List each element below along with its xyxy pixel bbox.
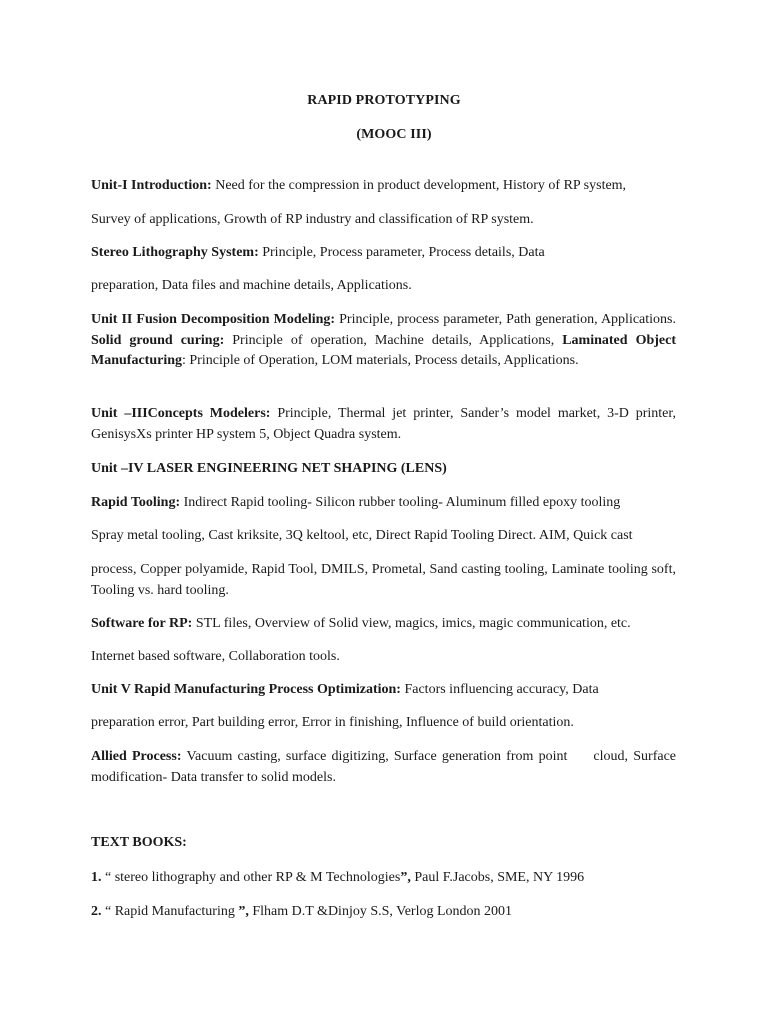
allied-label: Allied Process: (91, 749, 182, 764)
document-subtitle: (MOOC III) (356, 127, 432, 142)
unit3-label: Unit –IIIConcepts Modelers: (91, 406, 271, 421)
unit2-paragraph (91, 310, 676, 372)
unit2-text1: Principle, process parameter, Path generation, Applications. (335, 312, 676, 327)
tooling-line1 (91, 493, 676, 514)
software-text1: STL files, Overview of Solid view, magics, imics, magic communication, etc. (192, 616, 631, 631)
unit5-label: Unit V Rapid Manufacturing Process Optimization: (91, 682, 401, 697)
textbooks-heading: TEXT BOOKS: (91, 835, 187, 850)
unit5-line1 (91, 680, 676, 701)
unit2-text3: : Principle of Operation, LOM materials, Process details, Applications. (182, 353, 579, 368)
tooling-line2: Spray metal tooling, Cast kriksite, 3Q keltool, etc, Direct Rapid Tooling Direct. AIM, Quick cast (91, 528, 633, 543)
tooling-line3: process, Copper polyamide, Rapid Tool, DMILS, Prometal, Sand casting tooling, Laminate tooling soft, Tooling vs. hard tooling. (91, 562, 676, 598)
unit5-line2: preparation error, Part building error, Error in finishing, Influence of build orientation. (91, 715, 574, 730)
allied-paragraph (91, 747, 676, 788)
document-title: RAPID PROTOTYPING (307, 93, 461, 108)
tooling-label: Rapid Tooling: (91, 495, 181, 510)
unit2-text2: Principle of operation, Machine details, Applications, (224, 332, 563, 348)
textbook-2-author: Flham D.T &Dinjoy S.S, Verlog London 2001 (248, 904, 513, 919)
unit1-label: Unit-I Introduction: (91, 178, 212, 193)
software-line2: Internet based software, Collaboration tools. (91, 649, 340, 664)
unit2-label: Unit II Fusion Decomposition Modeling: (91, 312, 336, 327)
allied-text: Vacuum casting, surface digitizing, Surface generation from point cloud, Surface modification- Data transfer to solid models. (91, 749, 676, 785)
software-label: Software for RP: (91, 616, 193, 631)
unit1-line1 (91, 176, 676, 197)
unit1-text1: Need for the compression in product development, History of RP system, (211, 178, 627, 193)
unit3-text: Principle, Thermal jet printer, Sander’s model market, 3-D printer, GenisysXs printer HP system 5, Object Quadra system. (91, 406, 677, 442)
unit3-paragraph (91, 404, 676, 445)
stereo-line1 (91, 243, 676, 264)
stereo-label: Stereo Lithography System: (91, 245, 259, 260)
solid-ground-label: Solid ground curing: (91, 332, 225, 348)
unit5-text1: Factors influencing accuracy, Data (400, 682, 599, 697)
tooling-text1: Indirect Rapid tooling- Silicon rubber tooling- Aluminum filled epoxy tooling (180, 495, 621, 510)
textbook-2 (91, 902, 676, 923)
textbook-1 (91, 868, 676, 889)
stereo-text1: Principle, Process parameter, Process details, Data (258, 245, 545, 260)
textbook-1-author: Paul F.Jacobs, SME, NY 1996 (410, 870, 585, 885)
software-line1 (91, 614, 676, 635)
textbook-2-number: 2. (91, 904, 102, 919)
lom-label: Laminated Object Manufacturing (91, 332, 676, 368)
textbook-1-close-quote: ”, (400, 870, 411, 885)
textbook-2-title: “ Rapid Manufacturing (101, 904, 239, 919)
textbook-1-title: “ stereo lithography and other RP & M Technologies (101, 870, 401, 885)
textbook-1-number: 1. (91, 870, 102, 885)
textbook-2-close-quote: ”, (238, 904, 249, 919)
unit4-heading: Unit –IV LASER ENGINEERING NET SHAPING (LENS) (91, 461, 447, 476)
stereo-line2: preparation, Data files and machine details, Applications. (91, 278, 412, 293)
unit1-line2: Survey of applications, Growth of RP industry and classification of RP system. (91, 212, 534, 227)
